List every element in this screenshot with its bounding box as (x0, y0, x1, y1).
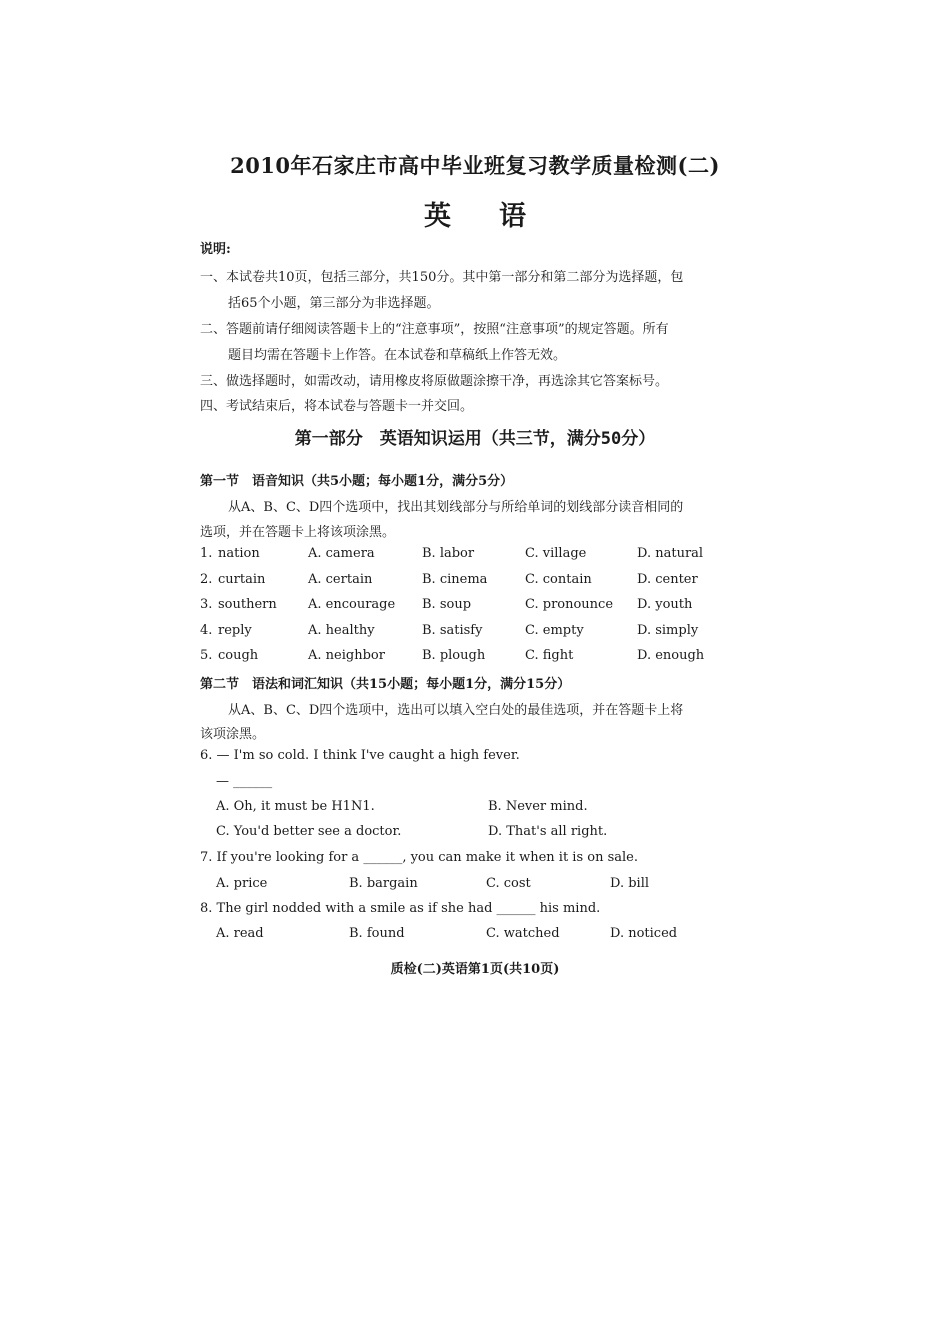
option-d: D. enough (637, 648, 705, 663)
question-7-option-d: D. bill (610, 876, 650, 891)
question-word: nation (218, 546, 260, 561)
option-b: B. satisfy (422, 623, 483, 638)
instruction-2-line-2: 题目均需在答题卡上作答。在本试卷和草稿纸上作答无效。 (228, 348, 567, 363)
question-number: 2. (200, 572, 213, 587)
option-b: B. labor (422, 546, 475, 561)
option-d: D. simply (637, 623, 699, 638)
instructions-heading: 说明: (200, 242, 231, 257)
section1-heading: 第一节 语音知识（共5小题；每小题1分，满分5分） (200, 474, 514, 489)
question-3 (200, 597, 740, 621)
option-b: B. plough (422, 648, 486, 663)
question-8-option-b: B. found (349, 926, 405, 941)
option-a: A. camera (308, 546, 375, 561)
question-6-stem: 6. — I'm so cold. I think I've caught a high fever. (200, 748, 520, 763)
instruction-2-line-1: 二、答题前请仔细阅读答题卡上的“注意事项”，按照“注意事项”的规定答题。所有 (200, 322, 669, 337)
question-1 (200, 546, 740, 570)
option-a: A. encourage (308, 597, 396, 612)
question-6-option-c: C. You'd better see a doctor. (216, 824, 402, 839)
question-8-option-a: A. read (216, 926, 264, 941)
instruction-3: 三、做选择题时，如需改动，请用橡皮将原做题涂擦干净，再选涂其它答案标号。 (200, 374, 669, 389)
question-word: curtain (218, 572, 266, 587)
option-d: D. natural (637, 546, 704, 561)
option-d: D. center (637, 572, 698, 587)
instruction-1-line-2: 括65个小题，第三部分为非选择题。 (228, 296, 440, 311)
question-word: southern (218, 597, 277, 612)
question-number: 1. (200, 546, 213, 561)
exam-title: 2010年石家庄市高中毕业班复习教学质量检测(二) (230, 153, 720, 178)
option-c: C. contain (525, 572, 592, 587)
instruction-4: 四、考试结束后，将本试卷与答题卡一并交回。 (200, 399, 474, 414)
question-number: 3. (200, 597, 213, 612)
instruction-1-line-1: 一、本试卷共10页，包括三部分，共150分。其中第一部分和第二部分为选择题，包 (200, 270, 684, 285)
question-7-stem: 7. If you're looking for a ______, you can make it when it is on sale. (200, 850, 638, 865)
question-7-option-c: C. cost (486, 876, 531, 891)
option-a: A. neighbor (308, 648, 385, 663)
question-2 (200, 572, 740, 596)
question-5 (200, 648, 740, 672)
section2-heading: 第二节 语法和词汇知识（共15小题；每小题1分，满分15分） (200, 677, 571, 692)
question-word: cough (218, 648, 259, 663)
subject-title: 英语 (424, 201, 574, 232)
option-d: D. youth (637, 597, 693, 612)
option-b: B. soup (422, 597, 472, 612)
question-6-option-a: A. Oh, it must be H1N1. (216, 799, 375, 814)
option-c: C. fight (525, 648, 574, 663)
question-7-option-a: A. price (216, 876, 268, 891)
option-b: B. cinema (422, 572, 488, 587)
question-6-option-b: B. Never mind. (488, 799, 588, 814)
question-number: 5. (200, 648, 213, 663)
option-a: A. healthy (308, 623, 375, 638)
question-4 (200, 623, 740, 647)
part1-title: 第一部分 英语知识运用（共三节，满分50分） (294, 429, 656, 449)
question-6-option-d: D. That's all right. (488, 824, 608, 839)
question-6-reply: — ______ (216, 774, 273, 789)
section2-direction-line-2: 该项涂黑。 (200, 727, 266, 742)
option-a: A. certain (308, 572, 373, 587)
section2-direction-line-1: 从A、B、C、D四个选项中，选出可以填入空白处的最佳选项，并在答题卡上将 (228, 703, 684, 718)
question-word: reply (218, 623, 252, 638)
option-c: C. village (525, 546, 587, 561)
question-7-option-b: B. bargain (349, 876, 418, 891)
question-8-stem: 8. The girl nodded with a smile as if she had ______ his mind. (200, 901, 601, 916)
option-c: C. empty (525, 623, 584, 638)
option-c: C. pronounce (525, 597, 614, 612)
question-8-option-c: C. watched (486, 926, 560, 941)
section1-direction-line-1: 从A、B、C、D四个选项中，找出其划线部分与所给单词的划线部分读音相同的 (228, 500, 684, 515)
question-8-option-d: D. noticed (610, 926, 678, 941)
page-footer: 质检(二)英语第1页(共10页) (390, 962, 560, 977)
section1-direction-line-2: 选项，并在答题卡上将该项涂黑。 (200, 525, 396, 540)
question-number: 4. (200, 623, 213, 638)
